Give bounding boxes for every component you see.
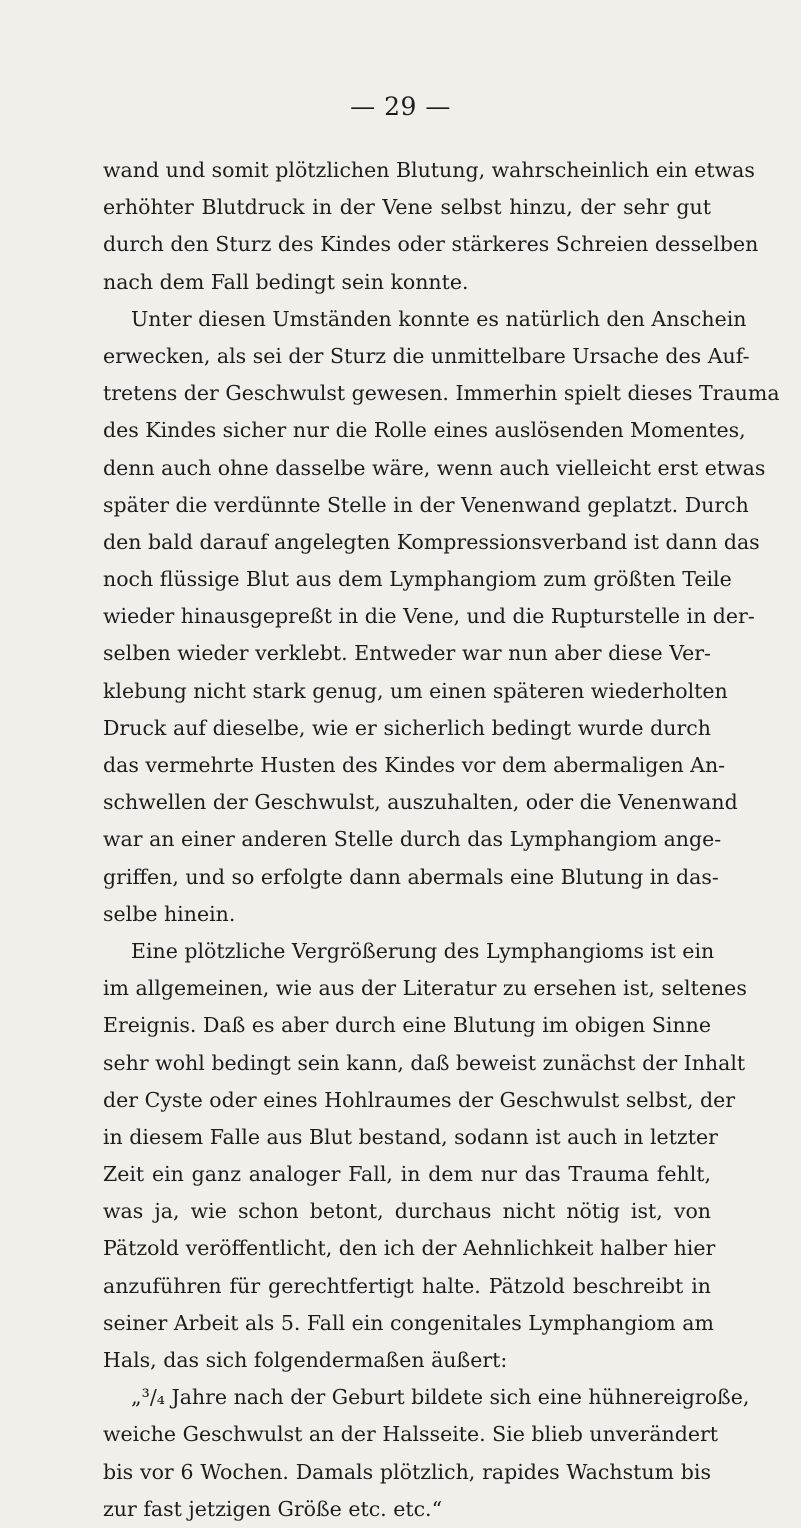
text-line: Eine plötzliche Vergrößerung des Lymphangioms ist ein [131, 938, 715, 963]
text-line: Pätzold veröffentlicht, den ich der Aehnlichkeit halber hier [103, 1236, 716, 1261]
text-line: klebung nicht stark genug, um einen späteren wiederholten [103, 678, 728, 703]
text-line: in diesem Falle aus Blut bestand, sodann ist auch in letzter [103, 1124, 718, 1149]
text-line: was ja, wie schon betont, durchaus nicht nötig ist, von [103, 1199, 711, 1224]
text-line: griffen, und so erfolgte dann abermals eine Blutung in das- [103, 864, 719, 889]
text-line: tretens der Geschwulst gewesen. Immerhin spielt dieses Trauma [103, 381, 780, 406]
text-line: anzuführen für gerechtfertigt halte. Pätzold beschreibt in [103, 1273, 711, 1298]
text-line: selben wieder verklebt. Entweder war nun aber diese Ver- [103, 641, 711, 666]
text-line: des Kindes sicher nur die Rolle eines auslösenden Momentes, [103, 418, 746, 443]
text-line: nach dem Fall bedingt sein konnte. [103, 269, 469, 294]
text-line: seiner Arbeit als 5. Fall ein congenitales Lymphangiom am [103, 1310, 714, 1335]
quote-line: bis vor 6 Wochen. Damals plötzlich, rapides Wachstum bis [103, 1459, 711, 1484]
quote-line: „³/₄ Jahre nach der Geburt bildete sich eine hühnereigroße, [131, 1385, 750, 1410]
quote-line: zur fast jetzigen Größe etc. etc.“ [103, 1496, 443, 1521]
quote-line: weiche Geschwulst an der Halsseite. Sie blieb unverändert [103, 1422, 719, 1447]
text-line: erwecken, als sei der Sturz die unmittelbare Ursache des Auf- [103, 343, 750, 368]
text-line: Zeit ein ganz analoger Fall, in dem nur das Trauma fehlt, [103, 1162, 711, 1187]
text-line: denn auch ohne dasselbe wäre, wenn auch vielleicht erst etwas [103, 455, 766, 480]
text-line: erhöhter Blutdruck in der Vene selbst hinzu, der sehr gut [103, 195, 711, 220]
text-line: selbe hinein. [103, 901, 236, 926]
text-line: durch den Sturz des Kindes oder stärkeres Schreien desselben [103, 232, 759, 257]
text-line: war an einer anderen Stelle durch das Lymphangiom ange- [103, 827, 722, 852]
page-number: — 29 — [350, 92, 451, 121]
text-line: im allgemeinen, wie aus der Literatur zu ersehen ist, seltenes [103, 976, 747, 1001]
text-line: den bald darauf angelegten Kompressionsverband ist dann das [103, 529, 760, 554]
text-line: wieder hinausgepreßt in die Vene, und die Rupturstelle in der- [103, 604, 755, 629]
text-line: der Cyste oder eines Hohlraumes der Geschwulst selbst, der [103, 1087, 736, 1112]
text-line: Hals, das sich folgendermaßen äußert: [103, 1348, 508, 1372]
text-line: Unter diesen Umständen konnte es natürlich den Anschein [131, 306, 747, 331]
text-line: schwellen der Geschwulst, auszuhalten, oder die Venenwand [103, 790, 738, 815]
body-text [103, 152, 780, 1528]
text-line: noch flüssige Blut aus dem Lymphangiom zum größten Teile [103, 567, 732, 592]
text-line: Ereignis. Daß es aber durch eine Blutung im obigen Sinne [103, 1013, 711, 1038]
text-line: wand und somit plötzlichen Blutung, wahrscheinlich ein etwas [103, 158, 755, 182]
text-line: später die verdünnte Stelle in der Venenwand geplatzt. Durch [103, 492, 749, 517]
text-line: sehr wohl bedingt sein kann, daß beweist zunächst der Inhalt [103, 1050, 746, 1075]
text-line: das vermehrte Husten des Kindes vor dem abermaligen An- [103, 753, 726, 777]
text-line: Druck auf dieselbe, wie er sicherlich bedingt wurde durch [103, 715, 711, 740]
